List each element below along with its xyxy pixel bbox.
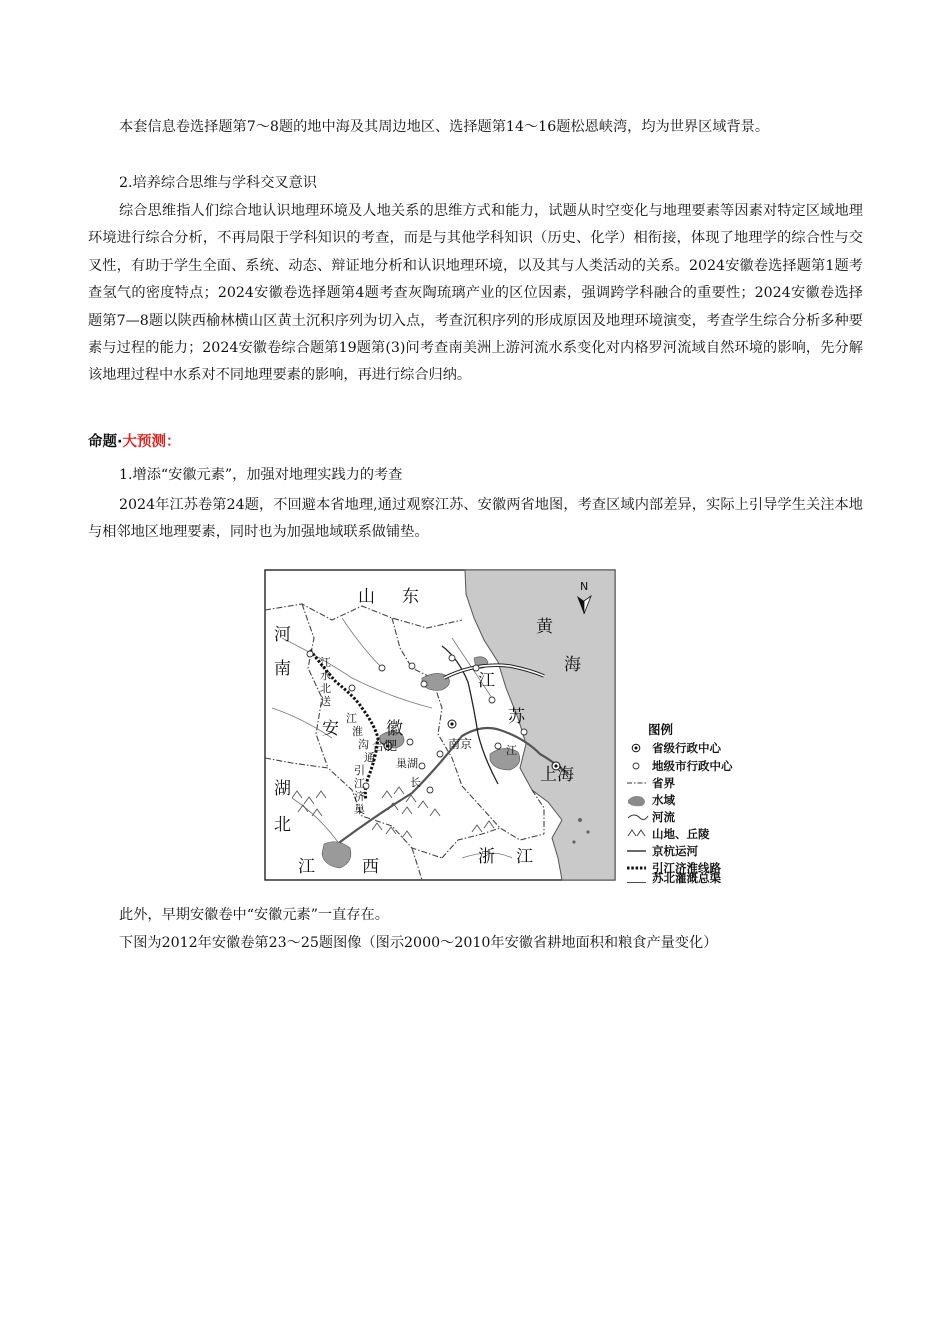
region-zhejiang-2: 江: [516, 847, 533, 867]
label-jsbs-2: 水: [320, 669, 331, 682]
paragraph-integrated-thinking: 综合思维指人们综合地认识地理环境及人地关系的思维方式和能力，试题从时空变化与地理要素等因素对特定区域地理环境进行综合分析，不再局限于学科知识的考查，而是与其他学科知识（历史、化学）相衔接，体现了地理学的综合性与交叉性，有助于学生全面、系统、动态、辩证地分析和认识地理环境，以及其与人类活动的关系。2024安徽卷选择题第1题考查氢气的密度特点；2024安徽卷选择题第4题考查灰陶琉璃产业的区位因素，强调跨学科融合的重要性；2024安徽卷选择题第7—8题以陕西榆林横山区黄土沉积序列为切入点，考查沉积序列的形成原因及地理环境演变，考查学生综合分析多种要素与过程的能力；2024安徽卷综合题第19题第(3)问考查南美洲上游河流水系变化对内格罗河流域自然环境的影响，先分解该地理过程中水系对不同地理要素的影响，再进行综合归纳。: [88, 203, 863, 384]
yellow-sea-2: 海: [564, 655, 581, 675]
north-label: N: [580, 580, 589, 593]
city-nanjing: 南京: [448, 737, 473, 751]
legend-mountain: 山地、丘陵: [652, 827, 710, 841]
label-yangtze-chang: 长: [410, 776, 421, 789]
region-shanghai: 上海: [540, 765, 574, 785]
region-shandong-1: 山: [358, 587, 375, 607]
island: [572, 840, 575, 843]
legend-symbol-provincial-capital-icon: [632, 744, 640, 752]
legend-symbol-river-icon: [628, 815, 648, 820]
region-jiangsu-2: 苏: [508, 707, 525, 727]
region-zhejiang-1: 浙: [478, 847, 495, 867]
label-jhgt-4: 通: [364, 751, 375, 764]
label-yjjc-3: 济: [354, 790, 365, 803]
region-anhui-2: 徽: [386, 719, 403, 739]
island: [586, 830, 589, 833]
island: [578, 818, 582, 822]
region-hubei-1: 湖: [274, 779, 291, 799]
label-jhgt-1: 江: [346, 712, 357, 725]
legend-prefecture-city: 地级市行政中心: [652, 759, 733, 773]
legend-province-border: 省界: [652, 776, 675, 790]
paragraph-jiangsu-exam: 2024年江苏卷第24题，不回避本省地理,通过观察江苏、安徽两省地图，考查区域内部差异，实际上引导学生关注本地与相邻地区地理要素，同时也为加强地域联系做铺垫。: [88, 497, 863, 541]
region-jiangsu-1: 江: [478, 671, 495, 691]
heading-prefix: 命题·: [88, 434, 123, 450]
legend-river: 河流: [652, 810, 675, 824]
region-jiangxi-1: 江: [298, 857, 315, 877]
label-yjjc-2: 江: [354, 777, 365, 790]
section-title-integrated-thinking: 2.培养综合思维与学科交叉意识: [119, 175, 317, 191]
legend-water: 水域: [652, 793, 675, 807]
label-chaohu: 巢湖: [396, 757, 418, 770]
jiangsu-anhui-map: [262, 558, 745, 883]
legend-grand-canal: 京杭运河: [652, 844, 698, 858]
region-anhui-1: 安: [322, 719, 339, 739]
label-yjjc-1: 引: [354, 764, 365, 777]
region-jiangxi-2: 西: [362, 857, 379, 877]
region-henan-1: 河: [274, 625, 291, 645]
paragraph-2012-figure-intro: 下图为2012年安徽卷第23～25题图像（图示2000～2010年安徽省耕地面积和粮食产量变化）: [119, 935, 718, 951]
paragraph-world-regions: 本套信息卷选择题第7～8题的地中海及其周边地区、选择题第14～16题松恩峡湾，均为世界区域背景。: [119, 119, 770, 135]
map-legend: [627, 722, 733, 883]
legend-diversion-route: 引江济淮线路: [652, 861, 721, 875]
region-shandong-2: 东: [402, 587, 419, 607]
label-jhgt-2: 淮: [352, 725, 363, 738]
city-hefei: 合肥: [372, 738, 398, 753]
section-title-anhui-elements: 1.增添“安徽元素”，加强对地理实践力的考查: [119, 467, 403, 483]
legend-provincial-capital: 省级行政中心: [652, 741, 721, 755]
legend-subei-canal: 苏北灌溉总渠: [652, 871, 721, 885]
region-henan-2: 南: [274, 659, 291, 679]
legend-symbol-mountain-icon: [628, 830, 645, 836]
label-jsbs-4: 送: [320, 695, 331, 708]
legend-title: 图例: [648, 722, 674, 737]
yellow-sea-1: 黄: [536, 617, 553, 637]
label-jsbs-3: 北: [320, 682, 331, 695]
legend-symbol-water-icon: [628, 796, 645, 806]
label-jsbs-1: 江: [320, 656, 331, 669]
paragraph-early-anhui: 此外，早期安徽卷中“安徽元素”一直存在。: [119, 907, 389, 923]
label-yangtze-jiang: 江: [506, 744, 517, 757]
forecast-heading: [88, 430, 181, 451]
map-figure: [262, 558, 745, 883]
legend-symbol-prefecture-city-icon: [633, 763, 639, 769]
label-jhgt-3: 沟: [358, 738, 369, 751]
label-yjjc-4: 巢: [354, 803, 365, 816]
region-hubei-2: 北: [274, 815, 291, 835]
heading-highlight: 大预测：: [122, 434, 181, 450]
